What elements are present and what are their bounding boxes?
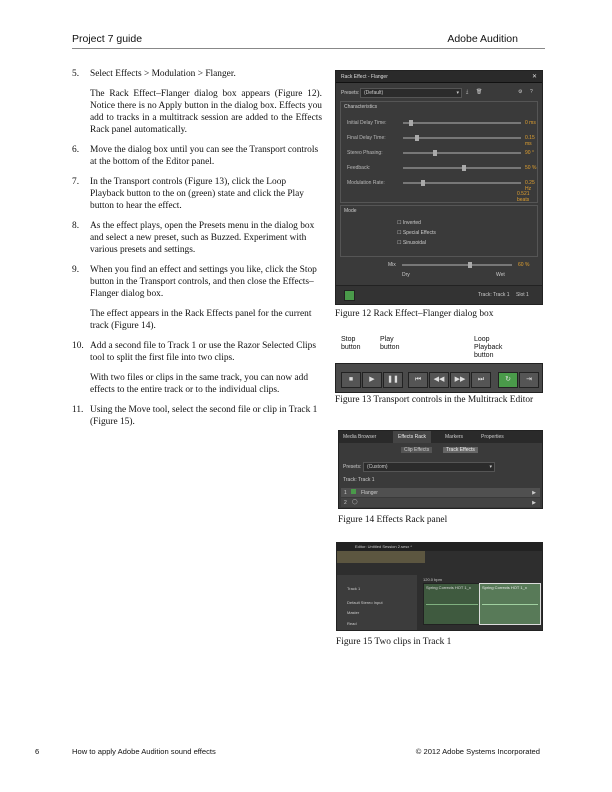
dry-label: Dry <box>402 272 410 278</box>
mix-label: Mix <box>388 262 396 268</box>
figure-12-caption: Figure 12 Rack Effect–Flanger dialog box <box>335 309 494 319</box>
pause-button[interactable]: ❚❚ <box>383 372 403 388</box>
step-11: 11. Using the Move tool, select the second file or clip in Track 1 (Figure 15). <box>72 405 318 427</box>
effect-slot[interactable]: 1 Flanger ▶ <box>341 488 540 497</box>
close-icon[interactable]: ✕ <box>531 74 537 80</box>
steps-column <box>72 68 322 436</box>
param-value[interactable]: 0.25 Hz <box>525 180 535 192</box>
param-slider[interactable] <box>403 182 521 184</box>
skip-back-button[interactable]: ⏮ <box>408 372 428 388</box>
presets-label: Presets: <box>341 90 360 96</box>
step-5-detail: The Rack Effect–Flanger dialog box appears (Figure 12). Notice there is no Apply button in the dialog box. Effects you add to tracks in a multitrack session are added to the Effects Rack panel automatically. <box>90 89 322 135</box>
header-rule <box>72 48 545 49</box>
presets-dropdown[interactable]: (Custom) ▾ <box>363 462 495 472</box>
figure-15-caption: Figure 15 Two clips in Track 1 <box>336 637 452 647</box>
loop-button-callout: Loop Playback button <box>474 336 503 359</box>
step-10: 10. Add a second file to Track 1 or use the Razor Selected Clips tool to split the first file into two clips. <box>72 341 316 363</box>
param-label: Feedback: <box>347 165 371 171</box>
figure-13-caption: Figure 13 Transport controls in the Multitrack Editor <box>335 395 534 405</box>
power-toggle[interactable] <box>344 290 355 301</box>
beats-readout: 0.521 beats <box>517 191 530 203</box>
param-slider[interactable] <box>403 152 521 154</box>
page-number: 6 <box>35 747 40 756</box>
effect-name: Flanger <box>361 490 378 496</box>
power-icon[interactable] <box>351 489 356 494</box>
multitrack-screenshot <box>336 542 543 631</box>
play-button[interactable]: ▶ <box>362 372 382 388</box>
slot-info: Slot 1 <box>516 292 529 298</box>
settings-icon[interactable]: ⚙ <box>518 89 523 95</box>
mix-slider[interactable] <box>402 264 512 266</box>
step-10-detail: With two files or clips in the same track, you can now add effects to the entire track or to the individual clips. <box>90 373 309 395</box>
step-6: 6. Move the dialog box until you can see the Transport controls at the bottom of the Editor panel. <box>72 145 319 167</box>
footer-copyright: © 2012 Adobe Systems Incorporated <box>415 747 540 756</box>
skip-forward-button[interactable]: ⏭ <box>471 372 491 388</box>
mode-special-checkbox[interactable]: ☐ Special Effects <box>397 230 436 236</box>
mix-value[interactable]: 60 % <box>518 262 530 268</box>
track-label: Track: Track 1 <box>343 477 375 483</box>
flanger-dialog-screenshot <box>335 70 543 305</box>
track-info: Track: Track 1 <box>478 292 510 298</box>
mode-inverted-checkbox[interactable]: ☐ Inverted <box>397 220 421 226</box>
figure-14-caption: Figure 14 Effects Rack panel <box>338 515 448 525</box>
mode-sinusoidal-checkbox[interactable]: ☐ Sinusoidal <box>397 240 426 246</box>
tab-markers[interactable]: Markers <box>445 434 464 440</box>
param-label: Stereo Phasing: <box>347 150 383 156</box>
param-label: Modulation Rate: <box>347 180 385 186</box>
editor-tab[interactable]: Editor: Untitled Session 2.sesx * <box>355 544 412 549</box>
stop-button-callout: Stop button <box>341 336 361 351</box>
save-preset-icon[interactable]: ⤓ <box>466 89 469 95</box>
automation-mode[interactable]: Read <box>347 621 357 626</box>
effects-rack-screenshot <box>338 430 543 509</box>
characteristics-group: Characteristics Initial Delay Time: 0 ms Final Delay Time: 0.15 ms Stereo Phasing: 90 ° Feedback: 50 % Modulation Rate: 0.25 Hz 0.521 beats <box>340 101 538 203</box>
step-5: 5. Select Effects > Modulation > Flanger. <box>72 69 236 79</box>
mode-group: Mode ☐ Inverted ☐ Special Effects ☐ Sinusoidal <box>340 205 538 257</box>
step-7: 7. In the Transport controls (Figure 13), click the Loop Playback button to the on (green) state and click the Play button to hear the effect. <box>72 177 304 211</box>
step-9: 9. When you find an effect and settings you like, click the Stop button in the Transport controls, and then close the Effects–Flanger dialog box. <box>72 265 317 299</box>
effect-slot[interactable]: 2 ◯ ▶ <box>341 498 540 507</box>
param-label: Final Delay Time: <box>347 135 386 141</box>
stop-button[interactable]: ■ <box>341 372 361 388</box>
param-slider[interactable] <box>403 122 521 124</box>
footer-title: How to apply Adobe Audition sound effects <box>72 747 216 756</box>
param-label: Initial Delay Time: <box>347 120 387 126</box>
rewind-button[interactable]: ◀◀ <box>429 372 449 388</box>
param-value[interactable]: 0.15 ms <box>525 135 535 147</box>
trash-icon[interactable]: 🗑 <box>476 89 483 95</box>
track-header <box>337 575 417 630</box>
header-right: Adobe Audition <box>447 33 518 45</box>
presets-label: Presets: <box>343 464 362 470</box>
fast-forward-button[interactable]: ▶▶ <box>450 372 470 388</box>
step-8: 8. As the effect plays, open the Presets menu in the dialog box and select a new preset, such as Buzzed. Experiment with various presets and settings. <box>72 221 315 255</box>
tab-clip-effects[interactable]: Clip Effects <box>401 447 432 453</box>
step-9-detail: The effect appears in the Rack Effects panel for the current track (Figure 14). <box>90 309 312 331</box>
wet-label: Wet <box>496 272 505 278</box>
param-value[interactable]: 0 ms <box>525 120 536 126</box>
help-icon[interactable]: ? <box>530 89 533 95</box>
loop-playback-button[interactable]: ↻ <box>498 372 518 388</box>
track-name[interactable]: Track 1 <box>347 586 361 591</box>
clip-1[interactable]: Spring Corrects HOT 1_x <box>423 583 481 625</box>
clip-2[interactable]: Spring Corrects HOT 1_x <box>479 583 541 625</box>
play-button-callout: Play button <box>380 336 400 351</box>
dialog-title: Rack Effect - Flanger <box>341 74 388 80</box>
tab-effects-rack[interactable]: Effects Rack <box>393 431 431 443</box>
chevron-right-icon: ▶ <box>532 500 536 506</box>
chevron-down-icon: ▾ <box>489 464 492 470</box>
param-slider[interactable] <box>403 167 521 169</box>
skip-selection-button[interactable]: ⇥ <box>519 372 539 388</box>
chevron-down-icon: ▾ <box>456 90 459 96</box>
tempo-readout: 120.0 bpm <box>423 577 442 582</box>
header-left: Project 7 guide <box>72 33 143 45</box>
param-value[interactable]: 50 % <box>525 165 537 171</box>
tab-properties[interactable]: Properties <box>481 434 504 440</box>
param-value[interactable]: 90 ° <box>525 150 534 156</box>
output-select[interactable]: Master <box>347 610 360 615</box>
tab-media-browser[interactable]: Media Browser <box>343 434 377 440</box>
transport-controls-screenshot <box>335 363 543 393</box>
chevron-right-icon: ▶ <box>532 490 536 496</box>
presets-dropdown[interactable]: (Default) ▾ <box>360 88 462 98</box>
overview-bar <box>337 551 425 563</box>
param-slider[interactable] <box>403 137 521 139</box>
input-select[interactable]: Default Stereo Input <box>347 600 383 605</box>
tab-track-effects[interactable]: Track Effects <box>443 447 478 453</box>
power-icon[interactable]: ◯ <box>352 499 358 505</box>
